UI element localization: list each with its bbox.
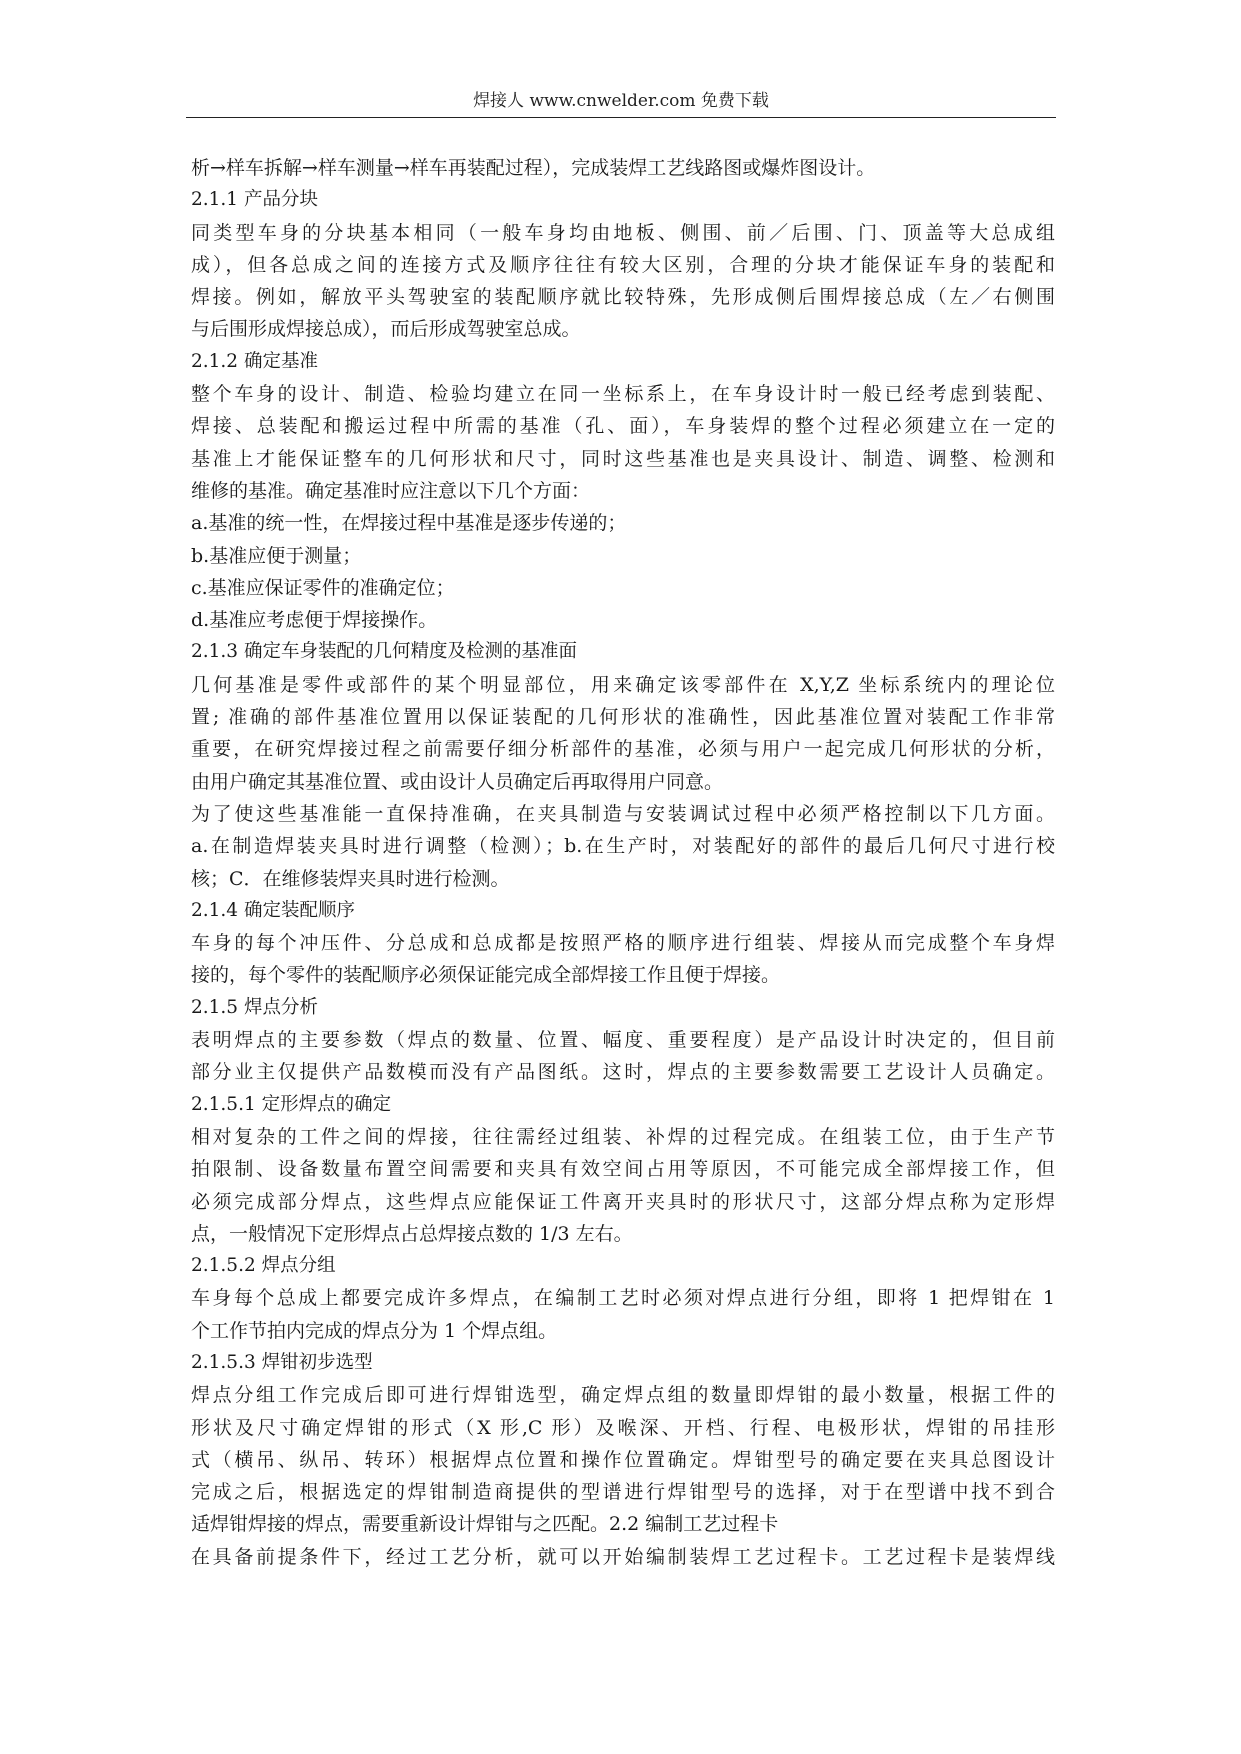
- section-heading: 2.1.2 确定基准: [191, 350, 318, 372]
- section-heading: 2.1.5.3 焊钳初步选型: [191, 1351, 373, 1373]
- text-line: 完成之后，根据选定的焊钳制造商提供的型谱进行焊钳型号的选择，对于在型谱中找不到合: [191, 1481, 1055, 1504]
- text-line: 由用户确定其基准位置、或由设计人员确定后再取得用户同意。: [191, 770, 724, 793]
- text-line: 点，一般情况下定形焊点占总焊接点数的 1/3 左右。: [191, 1222, 633, 1245]
- text-line: 成），但各总成之间的连接方式及顺序往往有较大区别，合理的分块才能保证车身的装配和: [191, 253, 1055, 276]
- text-line: 为了使这些基准能一直保持准确，在夹具制造与安装调试过程中必须严格控制以下几方面。: [191, 802, 1055, 825]
- section-heading: 2.1.3 确定车身装配的几何精度及检测的基准面: [191, 641, 577, 663]
- text-line: 接的，每个零件的装配顺序必须保证能完成全部焊接工作且便于焊接。: [191, 964, 781, 987]
- text-line: c.基准应保证零件的准确定位；: [191, 576, 455, 599]
- document-body: [191, 152, 1055, 1573]
- section-heading: 2.1.5 焊点分析: [191, 996, 318, 1018]
- text-line: 焊接。例如，解放平头驾驶室的装配顺序就比较特殊，先形成侧后围焊接总成（左／右侧围: [191, 286, 1055, 309]
- text-line: a.在制造焊装夹具时进行调整（检测）；b.在生产时，对装配好的部件的最后几何尺寸进行校: [191, 835, 1055, 858]
- text-line: 拍限制、设备数量布置空间需要和夹具有效空间占用等原因，不可能完成全部焊接工作，但: [191, 1158, 1055, 1181]
- section-heading: 2.1.1 产品分块: [191, 189, 318, 211]
- section-heading: 2.1.4 确定装配顺序: [191, 899, 355, 921]
- text-line: 个工作节拍内完成的焊点分为 1 个焊点组。: [191, 1319, 558, 1342]
- page-header: 焊接人 www.cnwelder.com 免费下载: [473, 91, 769, 111]
- text-line: 置; 准确的部件基准位置用以保证装配的几何形状的准确性，因此基准位置对装配工作非常: [191, 706, 1055, 729]
- section-heading: 2.1.5.1 定形焊点的确定: [191, 1093, 392, 1115]
- text-line: 车身每个总成上都要完成许多焊点，在编制工艺时必须对焊点进行分组，即将 1 把焊钳在 1: [191, 1287, 1055, 1310]
- text-line: 形状及尺寸确定焊钳的形式（X 形,C 形）及喉深、开档、行程、电极形状，焊钳的吊挂形: [191, 1416, 1055, 1439]
- text-line: 在具备前提条件下，经过工艺分析，就可以开始编制装焊工艺过程卡。工艺过程卡是装焊线: [191, 1545, 1055, 1568]
- text-line: 核；C．在维修装焊夹具时进行检测。: [191, 867, 510, 890]
- text-line: 式（横吊、纵吊、转环）根据焊点位置和操作位置确定。焊钳型号的确定要在夹具总图设计: [191, 1448, 1055, 1471]
- text-line: 相对复杂的工件之间的焊接，往往需经过组装、补焊的过程完成。在组装工位，由于生产节: [191, 1125, 1055, 1148]
- text-line: 同类型车身的分块基本相同（一般车身均由地板、侧围、前／后围、门、顶盖等大总成组: [191, 221, 1055, 244]
- text-line: 几何基准是零件或部件的某个明显部位，用来确定该零部件在 X,Y,Z 坐标系统内的理论位: [191, 673, 1055, 696]
- section-heading: 2.1.5.2 焊点分组: [191, 1255, 336, 1277]
- text-line: 重要，在研究焊接过程之前需要仔细分析部件的基准，必须与用户一起完成几何形状的分析，: [191, 738, 1055, 761]
- text-line: 必须完成部分焊点，这些焊点应能保证工件离开夹具时的形状尺寸，这部分焊点称为定形焊: [191, 1190, 1055, 1213]
- text-line: 焊点分组工作完成后即可进行焊钳选型，确定焊点组的数量即焊钳的最小数量，根据工件的: [191, 1384, 1055, 1407]
- text-line: 焊接、总装配和搬运过程中所需的基准（孔、面），车身装焊的整个过程必须建立在一定的: [191, 415, 1055, 438]
- text-line: 与后围形成焊接总成），而后形成驾驶室总成。: [191, 318, 581, 341]
- text-line: a.基准的统一性，在焊接过程中基准是逐步传递的；: [191, 512, 627, 535]
- text-line: 整个车身的设计、制造、检验均建立在同一坐标系上，在车身设计时一般已经考虑到装配、: [191, 383, 1055, 406]
- text-line: 基准上才能保证整车的几何形状和尺寸，同时这些基准也是夹具设计、制造、调整、检测和: [191, 447, 1055, 470]
- text-line: 部分业主仅提供产品数模而没有产品图纸。这时，焊点的主要参数需要工艺设计人员确定。: [191, 1061, 1055, 1084]
- text-line: 表明焊点的主要参数（焊点的数量、位置、幅度、重要程度）是产品设计时决定的，但目前: [191, 1029, 1055, 1052]
- text-line: b.基准应便于测量；: [191, 544, 362, 567]
- text-line: 适焊钳焊接的焊点，需要重新设计焊钳与之匹配。2.2 编制工艺过程卡: [191, 1513, 779, 1536]
- text-line: 车身的每个冲压件、分总成和总成都是按照严格的顺序进行组装、焊接从而完成整个车身焊: [191, 932, 1055, 955]
- text-line: 维修的基准。确定基准时应注意以下几个方面：: [191, 479, 591, 502]
- header-rule: [186, 117, 1056, 118]
- text-line: 析→样车拆解→样车测量→样车再装配过程），完成装焊工艺线路图或爆炸图设计。: [191, 157, 876, 179]
- text-line: d.基准应考虑便于焊接操作。: [191, 609, 438, 632]
